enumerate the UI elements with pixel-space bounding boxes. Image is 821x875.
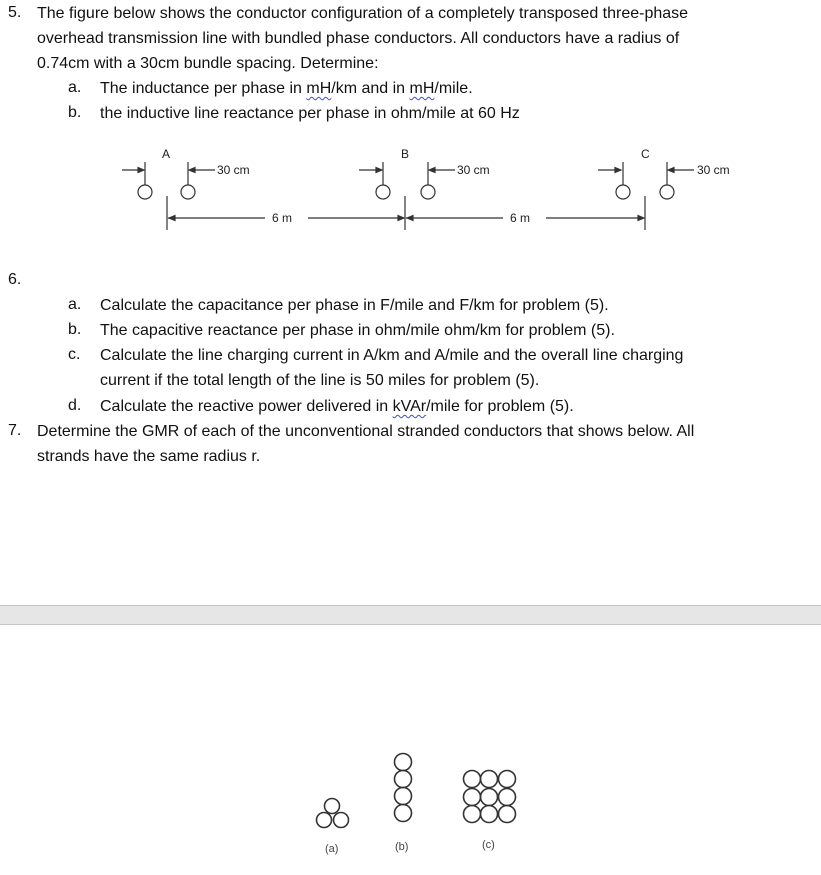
- problem-6b-text: The capacitive reactance per phase in ohm/mile ohm/km for problem (5).: [100, 322, 615, 339]
- spellcheck-word: kVAr: [392, 398, 427, 415]
- problem-5-line-3: 0.74cm with a 30cm bundle spacing. Determine:: [37, 55, 379, 72]
- conductor-b-label: (b): [395, 841, 409, 853]
- phase-c-bundle: [598, 162, 694, 230]
- conductor-a-strands: [317, 799, 349, 828]
- item-marker: c.: [68, 346, 81, 363]
- problem-7-number: 7.: [8, 422, 22, 439]
- item-marker: b.: [68, 321, 82, 338]
- problem-7-line-1: Determine the GMR of each of the unconventional stranded conductors that shows below. All: [37, 423, 695, 440]
- bundle-spacing-label-a: 30 cm: [217, 163, 250, 177]
- item-marker: a.: [68, 79, 82, 96]
- problem-7-line-2: strands have the same radius r.: [37, 448, 261, 465]
- problem-6c-text: Calculate the line charging current in A/km and A/mile and the overall line charging: [100, 347, 684, 364]
- problem-5a-text: [100, 79, 473, 99]
- stranded-conductors-figure: [290, 740, 540, 875]
- item-marker: b.: [68, 104, 82, 121]
- conductor-configuration-figure: [0, 140, 821, 240]
- phase-spacing-label-ab: 6 m: [272, 211, 293, 225]
- bundle-spacing-label-b: 30 cm: [457, 163, 490, 177]
- bundle-spacing-label-c: 30 cm: [697, 163, 730, 177]
- phase-a-bundle: [122, 162, 215, 230]
- problem-6a-text: Calculate the capacitance per phase in F/mile and F/km for problem (5).: [100, 297, 609, 314]
- spellcheck-word: mH: [409, 80, 435, 97]
- conductor-b-strands: [395, 754, 412, 822]
- phase-b-bundle: [359, 162, 455, 230]
- problem-5-number: 5.: [8, 4, 22, 21]
- problem-5b-text: the inductive line reactance per phase in ohm/mile at 60 Hz: [100, 105, 520, 122]
- phase-a-label: A: [162, 147, 171, 161]
- text-segment: /km and in: [331, 80, 410, 97]
- phase-spacing-label-bc: 6 m: [510, 211, 531, 225]
- problem-5-line-2: overhead transmission line with bundled phase conductors. All conductors have a radius of: [37, 30, 680, 47]
- phase-c-label: C: [641, 147, 650, 161]
- text-segment: The inductance per phase in: [100, 80, 307, 97]
- text-segment: /mile for problem (5).: [426, 398, 574, 415]
- phase-b-label: B: [401, 147, 410, 161]
- conductor-c-label: (c): [482, 839, 495, 851]
- problem-6c-text-cont: current if the total length of the line is 50 miles for problem (5).: [100, 372, 540, 389]
- problem-5-line-1: The figure below shows the conductor configuration of a completely transposed three-phase: [37, 5, 689, 22]
- conductor-c-strands: [464, 771, 516, 823]
- text-segment: Calculate the reactive power delivered in: [100, 398, 393, 415]
- page-break-separator: [0, 605, 821, 625]
- item-marker: a.: [68, 296, 82, 313]
- problem-6-number: 6.: [8, 271, 22, 288]
- problem-6d-text: [100, 397, 574, 417]
- spellcheck-word: mH: [306, 80, 332, 97]
- conductor-a-label: (a): [325, 843, 339, 855]
- item-marker: d.: [68, 397, 82, 414]
- text-segment: /mile.: [434, 80, 473, 97]
